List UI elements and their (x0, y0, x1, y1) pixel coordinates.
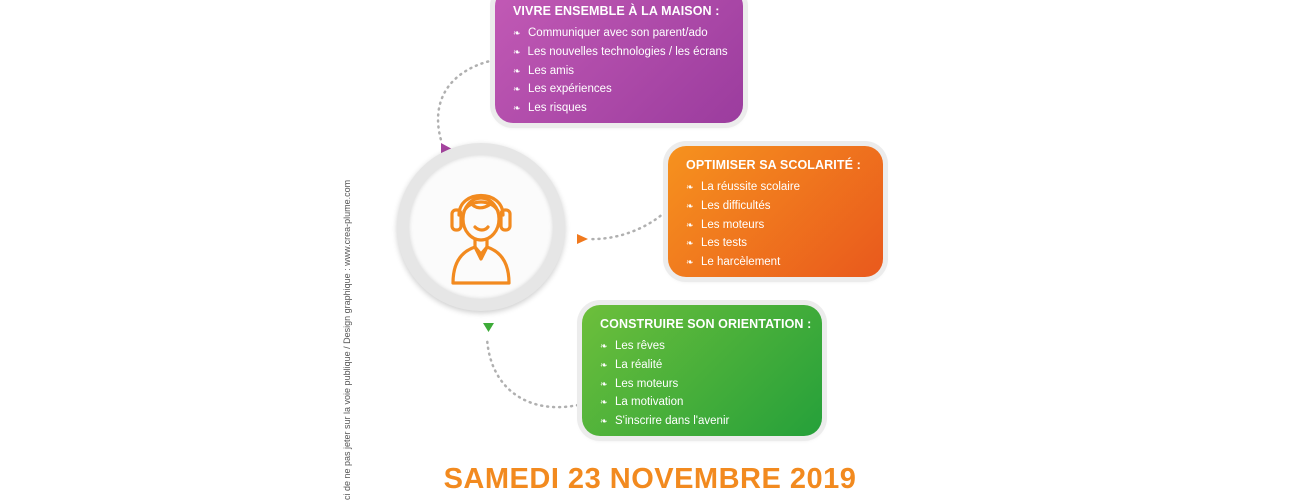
card-vivre-ensemble (495, 0, 743, 123)
list-item-label: Les amis (528, 64, 575, 77)
list-item (600, 375, 806, 394)
list-item-label: Les rêves (615, 340, 665, 352)
leaf-bullet-icon: ❧ (686, 238, 694, 249)
list-item (513, 80, 727, 99)
list-item-label: Le harcèlement (701, 256, 781, 269)
list-item (686, 197, 867, 216)
card-optimiser-scolarite (668, 146, 883, 277)
leaf-bullet-icon: ❧ (513, 103, 521, 114)
card-list (513, 24, 727, 118)
card-title: VIVRE ENSEMBLE À LA MAISON : (513, 4, 720, 18)
leaf-bullet-icon: ❧ (600, 378, 608, 389)
center-medallion-inner (409, 155, 553, 299)
list-item (686, 178, 867, 197)
list-item-label: Les tests (701, 237, 748, 250)
card-list (686, 178, 867, 272)
list-item-label: Communiquer avec son parent/ado (528, 27, 708, 39)
person-with-headphones-icon (409, 155, 553, 299)
list-item-label: Les risques (528, 102, 587, 115)
leaf-bullet-icon: ❧ (686, 200, 694, 211)
card-list (600, 337, 806, 431)
event-date: SAMEDI 23 NOVEMBRE 2019 (443, 463, 857, 495)
list-item-label: La réalité (615, 358, 663, 371)
arrow-orientation-icon (483, 323, 494, 332)
connector-scolarite (590, 212, 665, 239)
connector-orientation (487, 338, 578, 407)
leaf-bullet-icon: ❧ (600, 359, 608, 370)
leaf-bullet-icon: ❧ (686, 219, 694, 230)
list-item (600, 393, 806, 412)
list-item (513, 43, 727, 62)
card-title: OPTIMISER SA SCOLARITÉ : (686, 158, 861, 172)
leaf-bullet-icon: ❧ (686, 182, 694, 192)
list-item-label: Les difficultés (701, 199, 771, 212)
center-medallion (397, 143, 565, 311)
leaf-bullet-icon: ❧ (513, 65, 521, 76)
list-item-label: Les moteurs (701, 218, 765, 231)
list-item-label: La motivation (615, 396, 684, 409)
list-item (513, 99, 727, 118)
list-item (513, 62, 727, 81)
leaf-bullet-icon: ❧ (513, 46, 521, 57)
list-item (600, 412, 806, 431)
list-item (600, 337, 806, 356)
leaf-bullet-icon: ❧ (600, 341, 608, 351)
card-construire-orientation (582, 305, 822, 436)
list-item-label: Les expériences (528, 83, 612, 96)
leaf-bullet-icon: ❧ (600, 416, 608, 427)
list-item (686, 216, 867, 235)
leaf-bullet-icon: ❧ (600, 397, 608, 408)
card-title: CONSTRUIRE SON ORIENTATION : (600, 317, 812, 331)
list-item-label: S'inscrire dans l'avenir (615, 415, 730, 428)
list-item (600, 356, 806, 375)
list-item (686, 234, 867, 253)
leaf-bullet-icon: ❧ (513, 84, 521, 95)
arrow-scolarite-icon (577, 234, 588, 244)
side-credit-text: ci de ne pas jeter sur la voie publique / Design graphique : www.crea-plume.com (342, 179, 352, 500)
list-item (686, 253, 867, 272)
leaf-bullet-icon: ❧ (686, 257, 694, 268)
list-item-label: La réussite scolaire (701, 181, 801, 193)
list-item (513, 24, 727, 43)
leaf-bullet-icon: ❧ (513, 28, 521, 38)
list-item-label: Les nouvelles technologies / les écrans (527, 45, 728, 58)
connector-maison (438, 60, 494, 140)
list-item-label: Les moteurs (615, 377, 679, 390)
